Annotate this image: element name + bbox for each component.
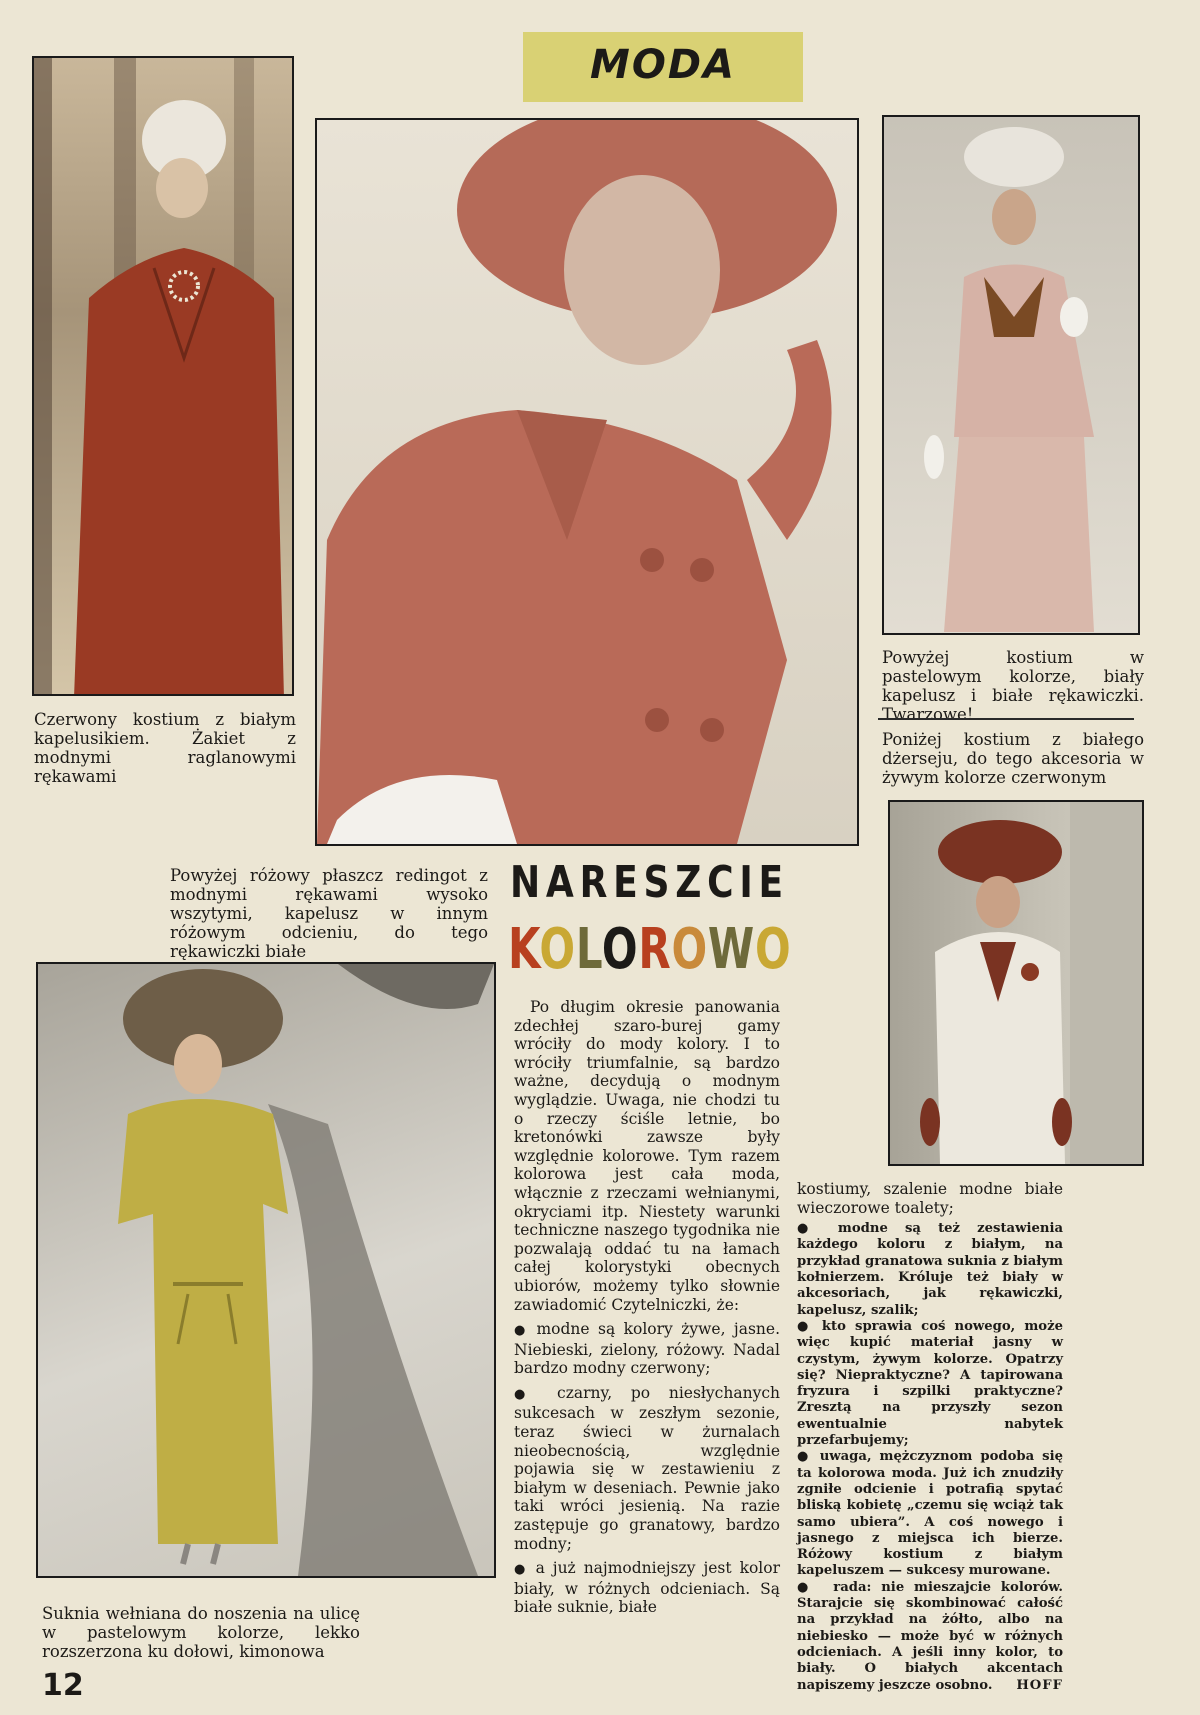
headline-line2 xyxy=(508,918,791,982)
article-bullet-6: ● uwaga, mężczyznom podoba się ta kolorowa moda. Już ich znudziły zgniłe odcienie i potrafią spytać bliską kobietę „czemu się wciąż tak samo ubiera”. A coś nowego i jasnego z miejsca ich bierze. Różowy kostium z białym kapeluszem — sukcesy murowane. xyxy=(797,1449,1063,1579)
headline-nareszcie: NARESZCIE xyxy=(510,857,789,908)
caption-jersey-suit-text: Poniżej kostium z białego dżerseju, do tego akcesoria w żywym kolorze czerwonym xyxy=(882,730,1144,787)
caption-wool-dress-text: Suknia wełniana do noszenia na ulicę w pastelowym kolorze, lekko rozszerzona ku dołowi, kimonowa xyxy=(42,1604,360,1661)
article-bullet-5: ● kto sprawia coś nowego, może więc kupić materiał jasny w czystym, żywym kolorze. Opatrzy się? Niepraktyczne? A tapirowana fryzura i szpilki praktyczne? Zresztą na przyszły sezon ewentualnie nabytek przefarbujemy; xyxy=(797,1319,1063,1449)
headline-letter: O xyxy=(601,917,639,982)
caption-pastel-suit-text: Powyżej kostium w pastelowym kolorze, biały kapelusz i białe rękawiczki. Twarzowe! xyxy=(882,648,1144,724)
caption-jersey-suit xyxy=(882,730,1144,787)
article-bullet-4: ● modne są też zestawienia każdego koloru z białym, na przykład granatowa suknia z białym kołnierzem. Króluje też biały w akcesoriach, jak rękawiczki, kapelusz, szalik; xyxy=(797,1221,1063,1319)
headline-letter: W xyxy=(707,917,755,982)
photo-pink-coat xyxy=(315,118,859,846)
article-bullet-2: ● czarny, po niesłychanych sukcesach w zeszłym sezonie, teraz świeci w żurnalach nieobecnością, względnie pojawia się w zestawieniu z białym w deseniach. Pewnie jako taki wróci jesienią. Na razie zastępuje go granatowy, bardzo modny; xyxy=(514,1384,780,1553)
headline-letter: L xyxy=(575,917,602,982)
headline-letter: O xyxy=(539,917,576,982)
caption-red-suit xyxy=(34,710,296,786)
pastel-suit-figure xyxy=(884,117,1138,633)
wool-dress-figure xyxy=(38,964,494,1576)
section-badge xyxy=(523,32,803,102)
article-bullet-7: rada: nie mieszajcie kolorów. Starajcie się skombinować całość na przykład na żółto, albo na niebiesko — może być w różnych odcieniach. A jeśli inny kolor, to biały. O białych akcentach napiszemy jeszcze osobno. xyxy=(797,1579,1064,1693)
headline-letter: O xyxy=(754,917,792,982)
headline-letter: O xyxy=(671,917,708,982)
headline-line1 xyxy=(510,858,789,908)
section-label: MODA xyxy=(590,42,736,88)
headline-letter: K xyxy=(508,917,540,982)
caption-red-suit-text: Czerwony kostium z białym kapelusikiem. Żakiet z modnymi raglanowymi rękawami xyxy=(34,710,296,786)
page-number-text: 12 xyxy=(42,1668,84,1703)
article-signature: HOFF xyxy=(1016,1677,1063,1693)
photo-pastel-suit xyxy=(882,115,1140,635)
article-col2-continuation: kostiumy, szalenie modne białe wieczorowe toalety; xyxy=(797,1180,1063,1217)
page-number xyxy=(42,1668,84,1703)
caption-pink-coat xyxy=(170,866,488,961)
caption-divider xyxy=(878,718,1134,720)
photo-red-suit xyxy=(32,56,294,696)
article-bullet-3: ● a już najmodniejszy jest kolor biały, w różnych odcieniach. Są białe suknie, białe xyxy=(514,1559,780,1617)
article-column-1 xyxy=(514,998,780,1617)
photo-wool-dress xyxy=(36,962,496,1578)
article-column-2 xyxy=(797,1180,1063,1694)
headline-letter: R xyxy=(638,917,672,982)
article-bullet-1: ● modne są kolory żywe, jasne. Niebieski, zielony, różowy. Nadal bardzo modny czerwony; xyxy=(514,1320,780,1378)
red-suit-figure xyxy=(34,58,292,694)
pink-coat-figure xyxy=(317,120,857,844)
caption-pastel-suit xyxy=(882,648,1144,724)
jersey-suit-figure xyxy=(890,802,1142,1164)
photo-jersey-suit xyxy=(888,800,1144,1166)
article-intro: Po długim okresie panowania zdechłej szaro-burej gamy wróciły do mody kolory. I to wróciły triumfalnie, są bardzo ważne, decydują o modnym wyglądzie. Uwaga, nie chodzi tu o rzeczy ściśle letnie, bo kretonówki zawsze były względnie kolorowe. Tym razem kolorowa jest cała moda, włącznie z rzeczami wełnianymi, okryciami itp. Niestety warunki techniczne naszego tygodnika nie pozwalają oddać tu na łamach całej kolorystyki obecnych ubiorów, możemy tylko słownie zawiadomić Czytelniczki, że: xyxy=(514,998,780,1314)
caption-wool-dress xyxy=(42,1604,360,1661)
caption-pink-coat-text: Powyżej różowy płaszcz redingot z modnymi rękawami wysoko wszytymi, kapelusz w innym różowym odcieniu, do tego rękawiczki białe xyxy=(170,866,488,961)
